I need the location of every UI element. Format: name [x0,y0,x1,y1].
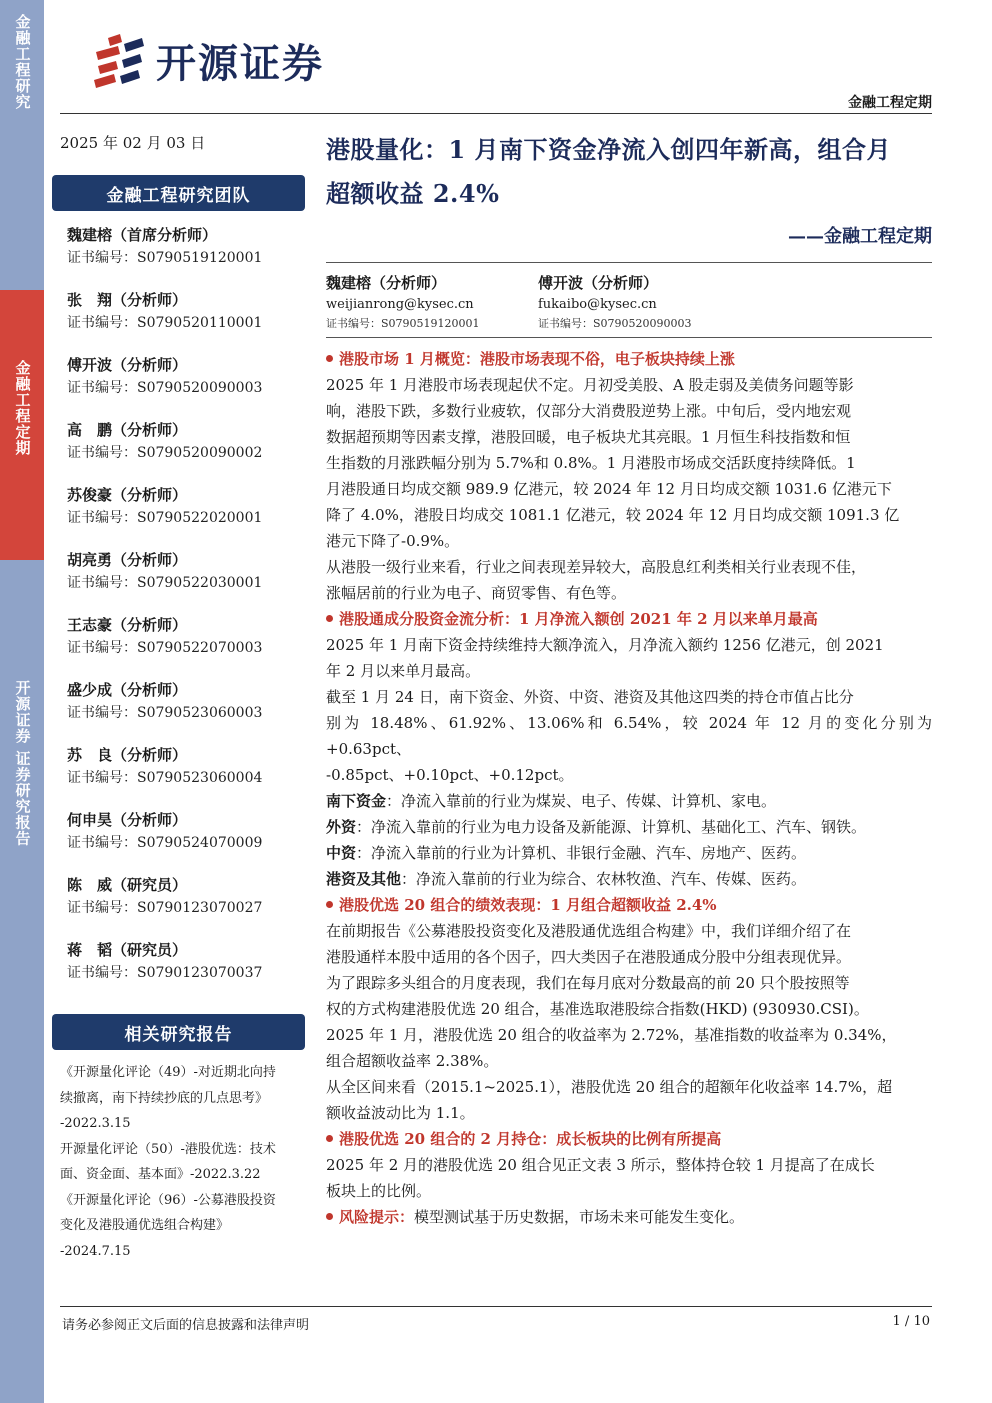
author-name: 傅开波（分析师） [538,274,659,292]
analyst-name: 胡亮勇（分析师） [67,551,188,569]
analyst-name: 何申昊（分析师） [67,811,188,829]
sidebar-strip-brand-text: 开源证券 证券研究报告 [13,680,32,847]
analyst-name: 傅开波（分析师） [67,356,188,374]
report-date: 2025 年 02 月 03 日 [60,134,206,152]
section-heading-text: 港股市场 1 月概览：港股市场表现不俗，电子板块持续上涨 [339,350,735,368]
flow-row-key: 港资及其他 [326,870,402,888]
analyst-item [67,613,305,678]
analyst-item [67,288,305,353]
paragraph [326,372,932,554]
authors-divider-top [326,262,932,263]
paragraph-line: 为了跟踪多头组合的月度表现，我们在每月底对分数最高的前 20 只个股按照等 [326,974,850,992]
related-report-line[interactable]: 《开源量化评论（96）-公募港股投资 [60,1192,276,1208]
section-heading [326,606,932,632]
paragraph-line: 数据超预期等因素支撑，港股回暖，电子板块尤其亮眼。1 月恒生科技指数和恒 [326,428,851,446]
paragraph-line: 从港股一级行业来看，行业之间表现差异较大，高股息红利类相关行业表现不佳， [326,558,867,576]
related-report-line[interactable]: 续撤离，南下持续抄底的几点思考》 [60,1090,269,1106]
paragraph-line: 2025 年 1 月港股市场表现起伏不定。月初受美股、A 股走弱及美债务问题等影 [326,376,854,394]
paragraph [326,554,932,606]
sidebar-strip-brand [0,560,44,1403]
paragraph-line: 响，港股下跌，多数行业疲软，仅部分大消费股逆势上涨。中旬后，受内地宏观 [326,402,852,420]
paragraph-line: 2025 年 1 月，港股优选 20 组合的收益率为 2.72%，基准指数的收益率为 0.34%， [326,1026,897,1044]
section-heading-text: 港股优选 20 组合的绩效表现：1 月组合超额收益 2.4% [339,896,717,914]
analyst-item [67,678,305,743]
analyst-name: 张 翔（分析师） [67,291,188,309]
analyst-item [67,873,305,938]
report-title-line: 港股量化：1 月南下资金净流入创四年新高，组合月 [326,135,892,164]
risk-note-key: 风险提示： [339,1208,415,1226]
header-category: 金融工程定期 [848,95,932,111]
analyst-name: 高 鹏（分析师） [67,421,188,439]
flow-row [326,866,932,892]
sidebar-strip-research [0,0,44,290]
bullet-icon [326,615,333,622]
related-reports-label: 相关研究报告 [124,1024,233,1045]
brand-logo-icon [90,30,150,90]
flow-row-value: ：净流入靠前的行业为煤炭、电子、传媒、计算机、家电。 [386,792,777,810]
paragraph-line: 港元下降了-0.9%。 [326,532,460,550]
flow-row-key: 外资 [326,818,357,836]
related-reports-list [60,1060,305,1264]
related-reports-header [52,1014,305,1050]
analyst-name: 魏建榕（首席分析师） [67,226,218,244]
flow-row-value: ：净流入靠前的行业为计算机、非银行金融、汽车、房地产、医药。 [356,844,807,862]
author-email[interactable]: weijianrong@kysec.cn [326,297,474,312]
analyst-name: 苏俊豪（分析师） [67,486,188,504]
flow-row [326,814,932,840]
analyst-item [67,938,305,1003]
analyst-item [67,743,305,808]
paragraph-line: 组合超额收益率 2.38%。 [326,1052,499,1070]
analyst-item [67,353,305,418]
section-heading-text: 港股通成分股资金流分析：1 月净流入额创 2021 年 2 月以来单月最高 [339,610,818,628]
paragraph [326,1074,932,1126]
risk-note-value: 模型测试基于历史数据，市场未来可能发生变化。 [414,1208,745,1226]
analyst-item [67,483,305,548]
paragraph-line: 在前期报告《公募港股投资变化及港股通优选组合构建》中，我们详细介绍了在 [326,922,852,940]
report-title-line: 超额收益 2.4% [326,179,500,208]
report-subtitle: ——金融工程定期 [788,226,932,247]
analyst-cert: 证书编号：S0790522020001 [67,510,263,526]
related-report-line[interactable]: 变化及港股通优选组合构建》 [60,1218,230,1233]
author-item [326,271,538,333]
analyst-cert: 证书编号：S0790123070037 [67,965,263,981]
author-block [326,271,932,333]
section-heading [326,892,932,918]
analyst-cert: 证书编号：S0790520090003 [67,380,263,396]
author-cert: 证书编号：S0790520090003 [538,317,692,330]
paragraph-line: 月港股通日均成交额 989.9 亿港元，较 2024 年 12 月日均成交额 1031.6 亿港元下 [326,480,892,498]
bullet-icon [326,1135,333,1142]
analyst-cert: 证书编号：S0790523060003 [67,705,263,721]
paragraph [326,1022,932,1074]
flow-row-value: ：净流入靠前的行业为电力设备及新能源、计算机、基础化工、汽车、钢铁。 [356,818,867,836]
analyst-cert: 证书编号：S0790522070003 [67,640,263,656]
analyst-name: 蒋 韬（研究员） [67,941,188,959]
analyst-cert: 证书编号：S0790519120001 [67,250,263,266]
author-name: 魏建榕（分析师） [326,274,447,292]
paragraph-line: -0.85pct、+0.10pct、+0.12pct。 [326,766,574,784]
sidebar-strip-periodic [0,290,44,560]
analyst-cert: 证书编号：S0790520110001 [67,315,263,331]
paragraph-line: 额收益波动比为 1.1。 [326,1104,475,1122]
analyst-name: 盛少成（分析师） [67,681,188,699]
authors-divider-bottom [326,337,932,338]
paragraph [326,684,932,788]
paragraph-line: 年 2 月以来单月最高。 [326,662,481,680]
flow-row [326,788,932,814]
paragraph-line: 别为 18.48%、61.92%、13.06%和 6.54%，较 2024 年 12 月的变化分别为+0.63pct、 [326,714,932,758]
flow-row-key: 南下资金 [326,792,387,810]
left-column [52,132,305,1264]
analyst-name: 苏 良（分析师） [67,746,188,764]
bullet-icon [326,901,333,908]
brand-logo [90,30,324,90]
paragraph-line: 从全区间来看（2015.1~2025.1），港股优选 20 组合的超额年化收益率 14.7%，超 [326,1078,893,1096]
analyst-cert: 证书编号：S0790523060004 [67,770,263,786]
analyst-cert: 证书编号：S0790123070027 [67,900,263,916]
paragraph-line: 权的方式构建港股优选 20 组合，基准选取港股综合指数(HKD) (930930.CSI)。 [326,1000,869,1018]
related-report-line[interactable]: 开源量化评论（50）-港股优选：技术 [60,1141,276,1157]
flow-row-value: ：净流入靠前的行业为综合、农林牧渔、汽车、传媒、医药。 [401,870,807,888]
author-email[interactable]: fukaibo@kysec.cn [538,297,657,312]
flow-row [326,840,932,866]
author-cert: 证书编号：S0790519120001 [326,317,480,330]
header-divider [60,113,932,114]
paragraph-line: 2025 年 2 月的港股优选 20 组合见正文表 3 所示，整体持仓较 1 月提高了在成长 [326,1156,875,1174]
bullet-icon [326,355,333,362]
report-title [326,128,932,216]
section-heading [326,1126,932,1152]
analyst-item [67,223,305,288]
bullet-icon [326,1213,333,1220]
analyst-list [67,223,305,1003]
related-report-line[interactable]: 《开源量化评论（49）-对近期北向持 [60,1065,276,1080]
analyst-name: 陈 威（研究员） [67,876,188,894]
paragraph-line: 降了 4.0%，港股日均成交 1081.1 亿港元，较 2024 年 12 月日均成交额 1091.3 亿 [326,506,900,524]
paragraph-line: 生指数的月涨跌幅分别为 5.7%和 0.8%。1 月港股市场成交活跃度持续降低。1 [326,454,856,472]
paragraph-line: 涨幅居前的行业为电子、商贸零售、有色等。 [326,584,627,602]
author-item [538,271,750,333]
analyst-cert: 证书编号：S0790524070009 [67,835,263,851]
team-header [52,175,305,211]
paragraph [326,918,932,1022]
analyst-cert: 证书编号：S0790520090002 [67,445,263,461]
analyst-name: 王志豪（分析师） [67,616,188,634]
analyst-item [67,548,305,613]
risk-note [326,1204,932,1230]
paragraph [326,632,932,684]
brand-logo-text: 开源证券 [156,40,324,87]
footer-divider [60,1306,932,1307]
paragraph-line: 港股通样本股中适用的各个因子，四大类因子在港股通成分股中分组表现优异。 [326,948,852,966]
analyst-item [67,808,305,873]
related-report-line[interactable]: -2022.3.15 [60,1116,131,1131]
footer-disclaimer: 请务必参阅正文后面的信息披露和法律声明 [62,1318,310,1333]
section-heading-text: 港股优选 20 组合的 2 月持仓：成长板块的比例有所提高 [339,1130,722,1148]
flow-row-key: 中资 [326,844,357,862]
analyst-cert: 证书编号：S0790522030001 [67,575,263,591]
related-report-line[interactable]: 面、资金面、基本面》-2022.3.22 [60,1167,261,1182]
sidebar-strip-periodic-text: 金融工程定期 [13,360,32,456]
report-body [326,346,932,1230]
paragraph-line: 板块上的比例。 [326,1182,432,1200]
sidebar-strip-research-text: 金融工程研究 [13,14,32,110]
main-column [326,128,932,1230]
related-report-line[interactable]: -2024.7.15 [60,1243,131,1259]
analyst-item [67,418,305,483]
team-header-label: 金融工程研究团队 [106,185,251,206]
paragraph-line: 2025 年 1 月南下资金持续维持大额净流入，月净流入额约 1256 亿港元，创 2021 [326,636,884,654]
paragraph-line: 截至 1 月 24 日，南下资金、外资、中资、港资及其他这四类的持仓市值占比分 [326,688,854,706]
section-heading [326,346,932,372]
paragraph [326,1152,932,1204]
page-number: 1 / 10 [892,1314,930,1329]
